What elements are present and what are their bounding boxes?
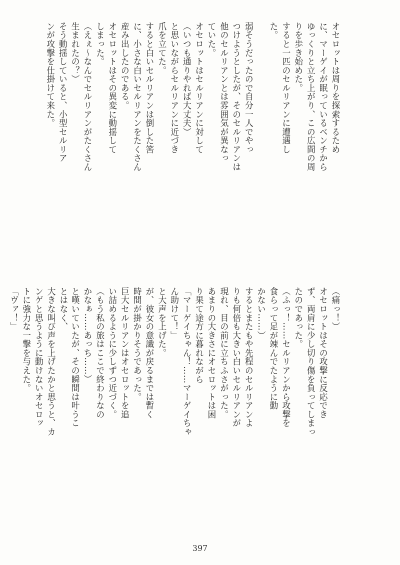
text-column: あまりの大きさにオセロットは困 [207, 287, 217, 419]
text-column: オセロットはその攻撃に反応でき [318, 287, 329, 419]
text-column: するとまたもや先程のセルリアンよ [244, 287, 255, 428]
text-column: オセロットはその異変に動揺して [107, 22, 118, 154]
text-column: と嘆いていたが、その瞬間は叶うこ [70, 287, 81, 428]
text-column: かない……） [256, 287, 267, 340]
text-column: オセロットはセルリアンに対して [194, 22, 205, 154]
text-column: 大きな叫び声を上げたかと思うと、カ [46, 287, 57, 437]
text-column: りも何倍も大きい白いセルリアンが [231, 287, 242, 428]
text-column: に、マーゲイが眠っているベンチから [318, 22, 329, 172]
text-column: 「マーゲイちゃん！……マーゲイちゃ [182, 287, 193, 437]
text-column: トに強力な一撃を与えた。 [21, 287, 32, 393]
text-column: しまった。 [95, 22, 106, 66]
text-column: が、彼女の意識が戻るまでは暫く [145, 287, 155, 419]
text-column: （痛っ！） [331, 287, 341, 331]
text-column: と思いながらセルリアンに近づき [169, 22, 180, 154]
text-column: （いつも通りやれば大丈夫） [182, 22, 193, 137]
text-column: ず、両肩に少し切り傷を負ってしまっ [306, 287, 317, 437]
text-column: つけようとしたが、そのセルリアンは [231, 22, 242, 172]
text-column: に、小さな白いセルリアンをたくさん [132, 22, 143, 172]
text-column: オセロットは周りを探索するため [331, 22, 341, 154]
text-column: り果て途方に暮れながら [194, 287, 205, 384]
text-column: 食らって足が竦んでたように動 [269, 287, 279, 411]
text-column: ンが攻撃を仕掛けて来た。 [45, 22, 56, 128]
text-column: 現れ、目の前に立ちふさがった。 [219, 287, 230, 419]
page-number: 397 [192, 544, 208, 553]
text-column: 他のセルリアンとは雰囲気が異なっ [219, 22, 230, 163]
text-column: ンゲと思うように動けないオセロッ [34, 287, 45, 428]
text-column: すると白いセルリアンは倒した筈 [145, 22, 155, 154]
text-column: （もう私の旅はここで終わりなの [95, 287, 106, 419]
text-column: と大声を上げた。 [157, 287, 168, 358]
bottom-text-block [0, 287, 400, 542]
text-column: 「ヴァ！」 [9, 287, 20, 331]
text-column: たのであった。 [293, 287, 304, 349]
text-column: （ふっ！……セルリアンから攻撃を [281, 287, 292, 428]
text-column: （えぇ～なんでセルリアンがたくさん [83, 22, 93, 172]
text-column: すると一匹のセルリアンに遭遇し [281, 22, 292, 154]
text-column: 弱そうだったので自分一人でやっ [244, 22, 255, 154]
text-column: 爪を立てた。 [157, 22, 168, 75]
text-column: 生まれたの？） [70, 22, 81, 84]
text-column: 巨大セルリアンはオセロットを追 [120, 287, 131, 419]
text-column: ていた。 [207, 22, 217, 58]
text-column: 産み出したのである。 [120, 22, 131, 110]
text-column: とはなく、 [59, 287, 69, 331]
text-column: りを歩き始めた。 [293, 22, 304, 93]
text-column [256, 22, 267, 277]
text-column: 時間が掛かりそうであった。 [132, 287, 143, 402]
text-column: た。 [269, 22, 279, 40]
top-text-block [0, 22, 400, 277]
text-column: そう動揺していると、小型セルリア [58, 22, 69, 163]
text-column: かなぁ……あっち……） [83, 287, 93, 384]
text-column: ん助けて！」 [169, 287, 180, 340]
text-column: い詰めるように少しずつ近づく。 [107, 287, 118, 419]
text-column: ゆっくりと立ち上がり、この広間の周 [306, 22, 317, 172]
